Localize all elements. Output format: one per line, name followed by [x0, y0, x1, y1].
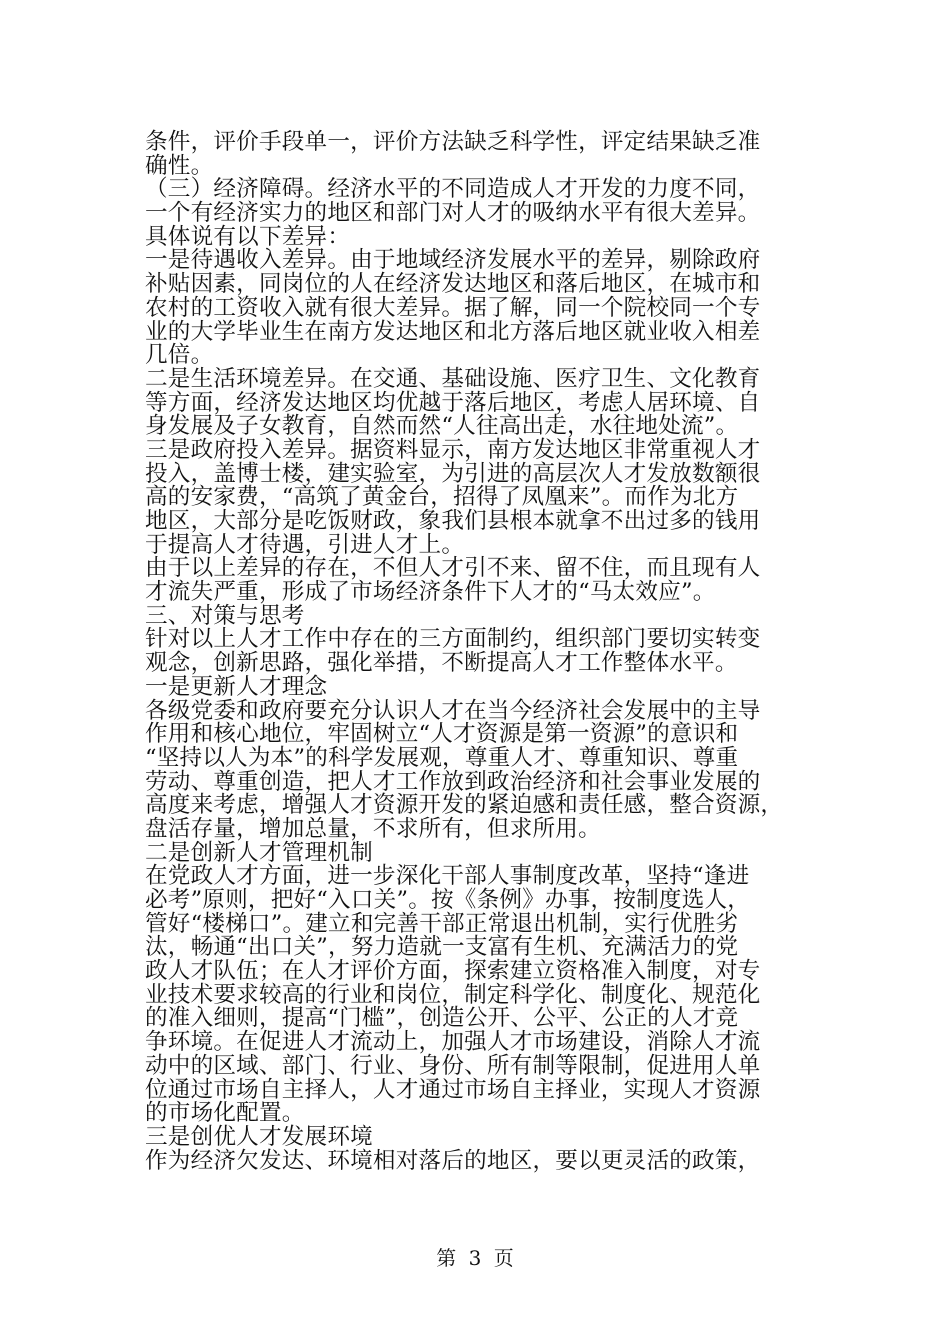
text-line: 汰，畅通“出口关”，努力造就一支富有生机、充满活力的党: [145, 934, 739, 961]
section-heading-economic-barriers: （三）经济障碍。经济水平的不同造成人才开发的力度不同，: [145, 176, 761, 203]
text-line: 三是政府投入差异。据资料显示，南方发达地区非常重视人才: [145, 436, 761, 463]
text-line: 盘活存量，增加总量，不求所有，但求所用。: [145, 815, 601, 842]
text-line: 的准入细则，提高“门槛”，创造公开、公平、公正的人才竞: [145, 1005, 739, 1032]
text-line: 才流失严重，形成了市场经济条件下人才的“马太效应”。: [145, 579, 716, 606]
text-line: 投入，盖博士楼，建实验室，为引进的高层次人才发放数额很: [145, 460, 761, 487]
page-number: 第 3 页: [436, 1246, 514, 1270]
text-line: 具体说有以下差异：: [145, 223, 351, 250]
subheading-update-talent-concept: 一是更新人才理念: [145, 673, 328, 700]
text-line: 于提高人才待遇，引进人才上。: [145, 531, 465, 558]
text-line: 劳动、尊重创造，把人才工作放到政治经济和社会事业发展的: [145, 768, 761, 795]
text-line: 业技术要求较高的行业和岗位，制定科学化、制度化、规范化: [145, 981, 761, 1008]
section-heading-countermeasures: 三、对策与思考: [145, 602, 305, 629]
body-text: [145, 131, 835, 1173]
text-line: 观念，创新思路，强化举措，不断提高人才工作整体水平。: [145, 650, 738, 677]
text-line: 动中的区域、部门、行业、身份、所有制等限制，促进用人单: [145, 1052, 761, 1079]
text-line: 几倍。: [145, 342, 214, 369]
text-line: 一是待遇收入差异。由于地域经济发展水平的差异，剔除政府: [145, 247, 761, 274]
text-line: 作为经济欠发达、环境相对落后的地区，要以更灵活的政策，: [145, 1147, 761, 1174]
text-line: 业的大学毕业生在南方发达地区和北方落后地区就业收入相差: [145, 318, 761, 345]
text-line: 的市场化配置。: [145, 1100, 305, 1127]
text-line: 各级党委和政府要充分认识人才在当今经济社会发展中的主导: [145, 697, 761, 724]
text-line: 条件，评价手段单一，评价方法缺乏科学性，评定结果缺乏准: [145, 129, 761, 155]
text-line: 管好“楼梯口”。建立和完善干部正常退出机制，实行优胜劣: [145, 910, 739, 937]
text-line: “坚持以人为本”的科学发展观，尊重人才、尊重知识、尊重: [145, 744, 739, 771]
text-line: 高的安家费，“高筑了黄金台，招得了凤凰来”。而作为北方: [145, 484, 739, 511]
text-line: 必考”原则，把好“入口关”。按《条例》办事，按制度选人，: [145, 887, 751, 913]
text-line: 政人才队伍；在人才评价方面，探索建立资格准入制度，对专: [145, 958, 761, 985]
text-line: 由于以上差异的存在，不但人才引不来、留不住，而且现有人: [145, 555, 761, 582]
text-line: 身发展及子女教育，自然而然“人往高出走，水往地处流”。: [145, 413, 739, 440]
text-line: 等方面，经济发达地区均优越于落后地区，考虑人居环境、自: [145, 389, 761, 416]
text-line: 高度来考虑，增强人才资源开发的紧迫感和责任感，整合资源，: [145, 792, 784, 819]
text-line: 位通过市场自主择人，人才通过市场自主择业，实现人才资源: [145, 1076, 761, 1103]
text-line: 农村的工资收入就有很大差异。据了解，同一个院校同一个专: [145, 294, 761, 321]
text-line: 一个有经济实力的地区和部门对人才的吸纳水平有很大差异。: [145, 200, 761, 227]
subheading-optimize-environment: 三是创优人才发展环境: [145, 1123, 373, 1150]
subheading-innovate-management: 二是创新人才管理机制: [145, 839, 373, 866]
text-line: 补贴因素，同岗位的人在经济发达地区和落后地区，在城市和: [145, 271, 761, 298]
text-line: 争环境。在促进人才流动上，加强人才市场建设，消除人才流: [145, 1029, 761, 1056]
text-line: 作用和核心地位，牢固树立“人才资源是第一资源”的意识和: [145, 721, 739, 748]
text-line: 确性。: [145, 152, 214, 179]
text-line: 在党政人才方面，进一步深化干部人事制度改革，坚持“逢进: [145, 863, 750, 890]
text-line: 针对以上人才工作中存在的三方面制约，组织部门要切实转变: [145, 626, 761, 653]
text-line: 地区，大部分是吃饭财政，象我们县根本就拿不出过多的钱用: [145, 508, 761, 534]
text-line: 二是生活环境差异。在交通、基础设施、医疗卫生、文化教育: [145, 365, 761, 392]
